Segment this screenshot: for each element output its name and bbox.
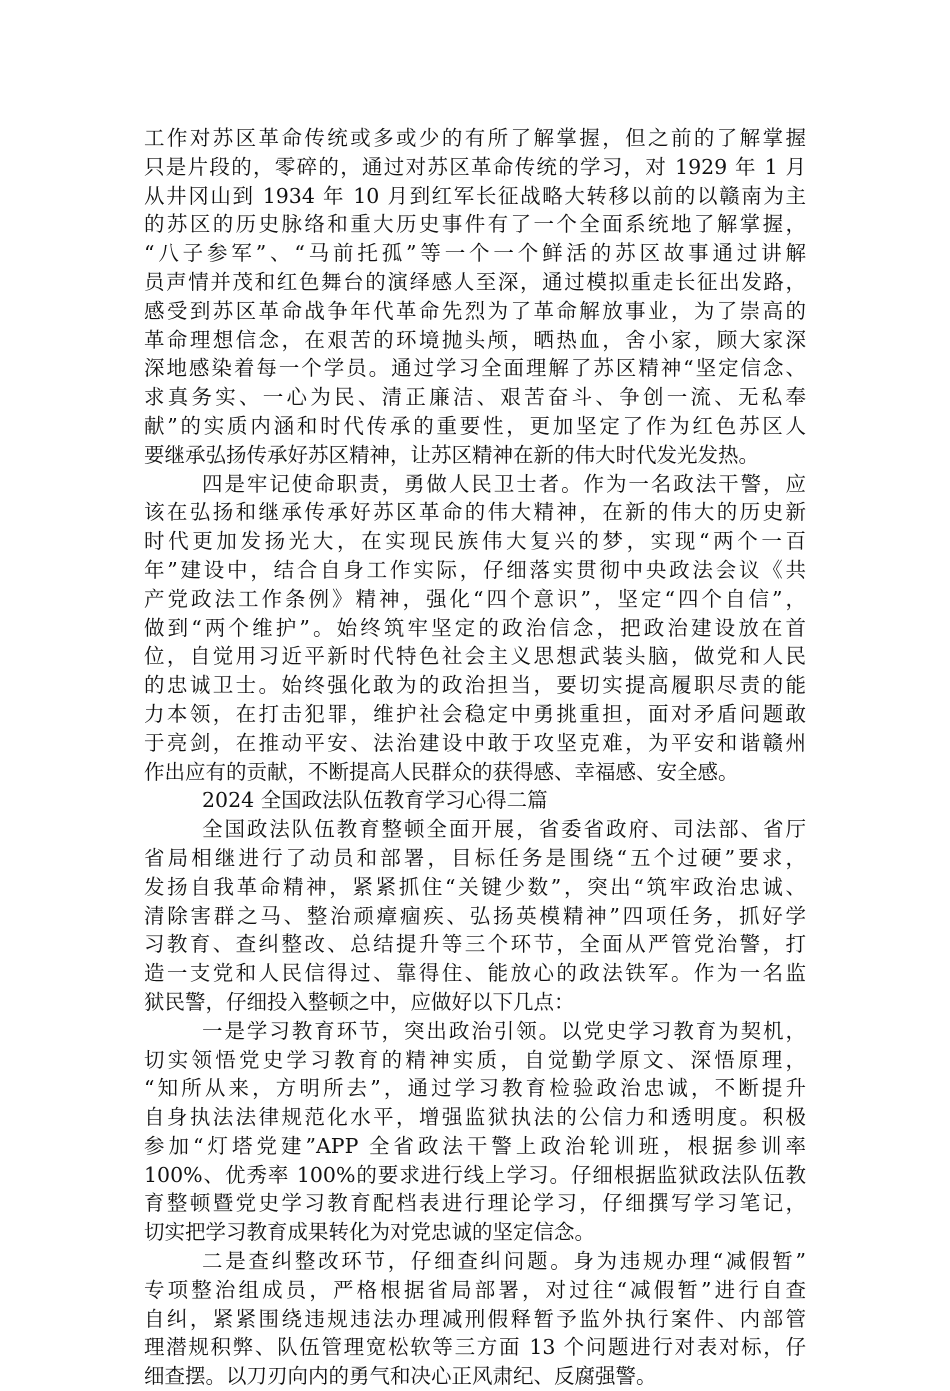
text-line: 做到“两个维护”。始终筑牢坚定的政治信念，把政治建设放在首: [144, 615, 806, 640]
text-line: 清除害群之马、整治顽瘴痼疾、弘扬英模精神”四项任务，抓好学: [144, 903, 806, 928]
text-line: 100%、优秀率 100%的要求进行线上学习。仔细根据监狱政法队伍教: [144, 1162, 806, 1187]
text-line: 切实把学习教育成果转化为对党忠诚的坚定信念。: [144, 1220, 595, 1245]
text-line: 全国政法队伍教育整顿全面开展，省委省政府、司法部、省厅: [202, 817, 806, 842]
text-line: 于亮剑，在推动平安、法治建设中敢于攻坚克难，为平安和谐赣州: [144, 730, 806, 755]
text-line: 习教育、查纠整改、总结提升等三个环节，全面从严管党治警，打: [144, 932, 806, 957]
text-line: “八子参军”、“马前托孤”等一个一个鲜活的苏区故事通过讲解: [144, 241, 806, 266]
text-line: 求真务实、一心为民、清正廉洁、艰苦奋斗、争创一流、无私奉: [144, 385, 806, 410]
text-line: 2024 全国政法队伍教育学习心得二篇: [202, 788, 548, 813]
text-line: 深地感染着每一个学员。通过学习全面理解了苏区精神“坚定信念、: [144, 356, 806, 381]
text-line: 自身执法法律规范化水平，增强监狱执法的公信力和透明度。积极: [144, 1105, 806, 1130]
text-line: 只是片段的，零碎的，通过对苏区革命传统的学习，对 1929 年 1 月: [144, 154, 806, 179]
text-line: 参加“灯塔党建”APP 全省政法干警上政治轮训班，根据参训率: [144, 1133, 806, 1158]
document-page: [144, 124, 806, 1391]
text-line: 的忠诚卫士。始终强化敢为的政治担当，要切实提高履职尽责的能: [144, 673, 806, 698]
text-line: 力本领，在打击犯罪，维护社会稳定中勇挑重担，面对矛盾问题敢: [144, 701, 806, 726]
text-line: 年”建设中，结合自身工作实际，仔细落实贯彻中央政法会议《共: [144, 557, 806, 582]
text-line: 作出应有的贡献，不断提高人民群众的获得感、幸福感、安全感。: [144, 759, 739, 784]
text-line: 从井冈山到 1934 年 10 月到红军长征战略大转移以前的以赣南为主: [144, 183, 806, 208]
text-line: 育整顿暨党史学习教育配档表进行理论学习，仔细撰写学习笔记，: [144, 1191, 806, 1216]
text-line: 工作对苏区革命传统或多或少的有所了解掌握，但之前的了解掌握: [144, 126, 806, 150]
text-line: 发扬自我革命精神，紧紧抓住“关键少数”，突出“筑牢政治忠诚、: [144, 874, 806, 899]
text-line: 自纠，紧紧围绕违规违法办理减刑假释暂予监外执行案件、内部管: [144, 1306, 806, 1331]
text-line: 要继承弘扬传承好苏区精神，让苏区精神在新的伟大时代发光发热。: [144, 442, 759, 467]
text-line: 切实领悟党史学习教育的精神实质，自觉勤学原文、深悟原理，: [144, 1047, 806, 1072]
text-line: 一是学习教育环节，突出政治引领。以党史学习教育为契机，: [202, 1018, 806, 1043]
text-line: 专项整治组成员，严格根据省局部署，对过往“减假暂”进行自查: [144, 1277, 806, 1302]
text-line: 献”的实质内涵和时代传承的重要性，更加坚定了作为红色苏区人: [144, 413, 806, 438]
text-line: 革命理想信念，在艰苦的环境抛头颅，晒热血，舍小家，顾大家深: [144, 327, 806, 352]
text-line: 省局相继进行了动员和部署，目标任务是围绕“五个过硬”要求，: [144, 845, 806, 870]
text-line: 位，自觉用习近平新时代特色社会主义思想武装头脑，做党和人民: [144, 644, 806, 669]
text-line: 狱民警，仔细投入整顿之中，应做好以下几点：: [144, 989, 575, 1014]
text-line: 二是查纠整改环节，仔细查纠问题。身为违规办理“减假暂”: [202, 1249, 806, 1274]
text-line: 细查摆。以刀刃向内的勇气和决心正风肃纪、反腐强警。: [144, 1364, 657, 1389]
text-line: 时代更加发扬光大，在实现民族伟大复兴的梦，实现“两个一百: [144, 529, 806, 554]
text-line: 造一支党和人民信得过、靠得住、能放心的政法铁军。作为一名监: [144, 961, 806, 986]
text-line: 产党政法工作条例》精神，强化“四个意识”，坚定“四个自信”，: [144, 586, 806, 611]
text-line: 的苏区的历史脉络和重大历史事件有了一个全面系统地了解掌握，: [144, 212, 806, 237]
text-line: 该在弘扬和继承传承好苏区革命的伟大精神，在新的伟大的历史新: [144, 500, 806, 525]
text-line: 感受到苏区革命战争年代革命先烈为了革命解放事业，为了崇高的: [144, 298, 806, 323]
text-line: 四是牢记使命职责，勇做人民卫士者。作为一名政法干警，应: [202, 471, 806, 496]
text-line: 理潜规积弊、队伍管理宽松软等三方面 13 个问题进行对表对标，仔: [144, 1335, 806, 1360]
text-line: “知所从来，方明所去”，通过学习教育检验政治忠诚，不断提升: [144, 1076, 806, 1101]
text-line: 员声情并茂和红色舞台的演绎感人至深，通过模拟重走长征出发路，: [144, 269, 806, 294]
